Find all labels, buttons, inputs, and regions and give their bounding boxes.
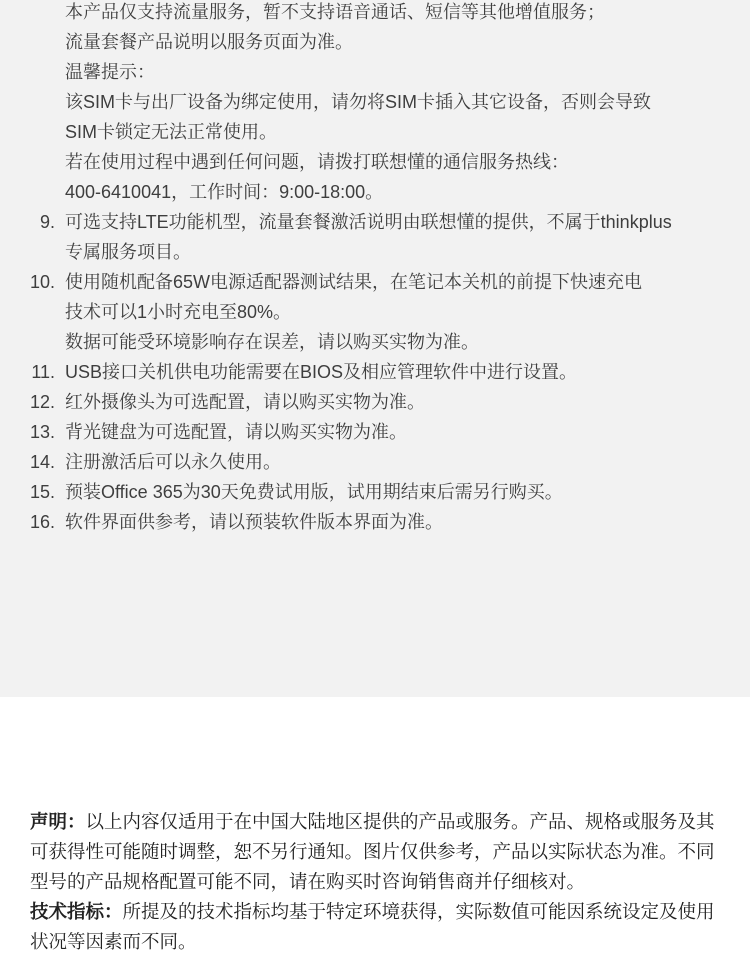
note-line: 背光键盘为可选配置，请以购买实物为准。 [65, 422, 407, 442]
note-line: 若在使用过程中遇到任何问题，请拨打联想懂的通信服务热线： [65, 152, 569, 172]
note-item-8-continuation [0, 0, 750, 207]
tech-specs-text: 所提及的技术指标均基于特定环境获得，实际数值可能因系统设定及使用 [122, 901, 715, 922]
note-line: 软件界面供参考，请以预装软件版本界面为准。 [65, 512, 443, 532]
disclaimer-line: 型号的产品规格配置可能不同，请在购买时咨询销售商并仔细核对。 [30, 871, 586, 892]
note-line: 注册激活后可以永久使用。 [65, 452, 281, 472]
note-item-number: 9. [39, 212, 55, 232]
note-item-text [65, 507, 443, 537]
note-item-15 [0, 477, 750, 507]
note-item-number: 16. [29, 512, 55, 532]
statement-label: 声明： [30, 811, 86, 832]
disclaimer-line: 可获得性可能随时调整，恕不另行通知。图片仅供参考，产品以实际状态为准。不同 [30, 841, 715, 862]
note-item-10 [0, 267, 750, 357]
note-item-text [65, 387, 425, 417]
note-line: 可选支持LTE功能机型，流量套餐激活说明由联想懂的提供，不属于thinkplus [65, 212, 672, 232]
note-line: USB接口关机供电功能需要在BIOS及相应管理软件中进行设置。 [65, 362, 578, 382]
note-item-number: 12. [29, 392, 55, 412]
note-line: 使用随机配备65W电源适配器测试结果，在笔记本关机的前提下快速充电 [65, 272, 643, 292]
note-item-13 [0, 417, 750, 447]
statement-text: 以上内容仅适用于在中国大陆地区提供的产品或服务。产品、规格或服务及其 [85, 811, 715, 832]
note-item-9 [0, 207, 750, 267]
note-item-16 [0, 507, 750, 537]
note-item-text [65, 357, 577, 387]
disclaimer-section [0, 697, 750, 958]
note-item-12 [0, 387, 750, 417]
note-item-number: 11. [31, 362, 55, 382]
disclaimer-line: 状况等因素而不同。 [30, 931, 197, 952]
note-item-number: 13. [29, 422, 55, 442]
note-item-number: 10. [29, 272, 55, 292]
note-item-text [65, 447, 281, 477]
note-line: 流量套餐产品说明以服务页面为准。 [65, 32, 353, 52]
disclaimer-line [30, 897, 720, 927]
note-line: 专属服务项目。 [65, 242, 191, 262]
note-item-text [65, 417, 407, 447]
tech-specs-label: 技术指标： [30, 901, 123, 922]
note-item-11 [0, 357, 750, 387]
note-item-number: 14. [29, 452, 55, 472]
note-line: 技术可以1小时充电至80%。 [65, 302, 292, 322]
note-item-14 [0, 447, 750, 477]
note-line: 400-6410041，工作时间：9:00-18:00。 [65, 182, 384, 202]
note-item-text [65, 207, 672, 267]
disclaimer-line [30, 807, 720, 837]
note-line: SIM卡锁定无法正常使用。 [65, 122, 277, 142]
note-line: 温馨提示： [65, 62, 155, 82]
note-line: 红外摄像头为可选配置，请以购买实物为准。 [65, 392, 425, 412]
note-line: 数据可能受环境影响存在误差，请以购买实物为准。 [65, 332, 479, 352]
note-line: 本产品仅支持流量服务，暂不支持语音通话、短信等其他增值服务； [65, 2, 605, 22]
note-item-number: 15. [29, 482, 55, 502]
note-item-text [65, 267, 642, 357]
note-item-text [65, 477, 563, 507]
note-line: 该SIM卡与出厂设备为绑定使用，请勿将SIM卡插入其它设备，否则会导致 [65, 92, 651, 112]
note-line: 预装Office 365为30天免费试用版，试用期结束后需另行购买。 [65, 482, 563, 502]
